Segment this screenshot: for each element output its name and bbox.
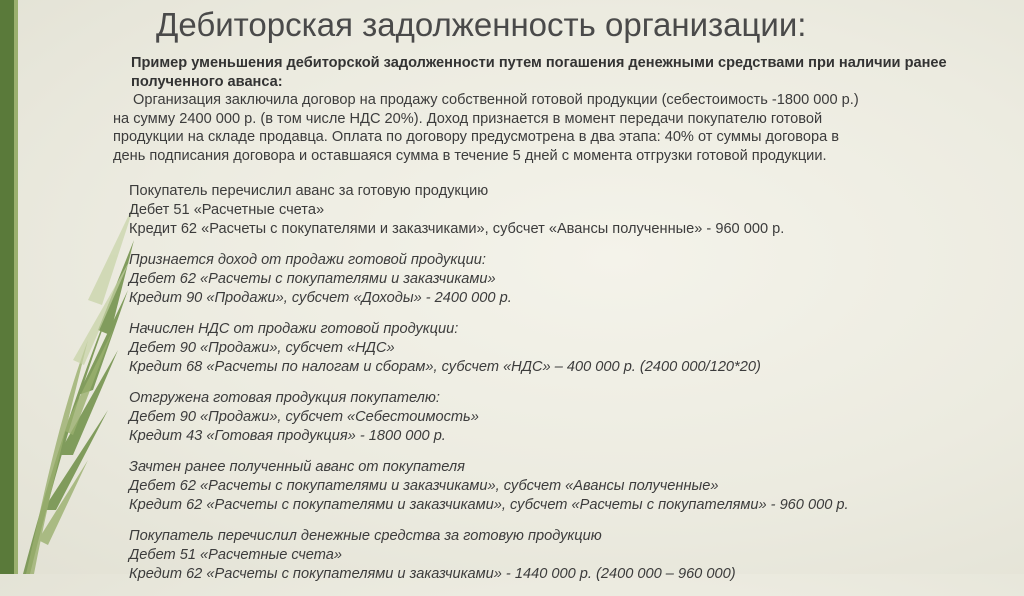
- intro-heading: Пример уменьшения дебиторской задолженности путем погашения денежными средствами при наличии ранее полученного аванса:: [131, 55, 947, 90]
- journal-entry: [129, 458, 989, 515]
- entry-credit: Кредит 43 «Готовая продукция» - 1800 000 р.: [129, 428, 446, 444]
- entry-debit: Дебет 51 «Расчетные счета»: [129, 202, 325, 218]
- entry-description: Начислен НДС от продажи готовой продукции:: [129, 321, 459, 337]
- entry-description: Отгружена готовая продукция покупателю:: [129, 390, 440, 406]
- journal-entry: [129, 389, 989, 446]
- left-accent-stripe: [0, 0, 14, 574]
- entry-credit: Кредит 90 «Продажи», субсчет «Доходы» - 2400 000 р.: [129, 290, 512, 306]
- entry-description: Признается доход от продажи готовой продукции:: [129, 252, 486, 268]
- intro-line: на сумму 2400 000 р. (в том числе НДС 20%). Доход признается в момент передачи покупателю готовой: [113, 110, 823, 127]
- entry-description: Покупатель перечислил денежные средства за готовую продукцию: [129, 528, 602, 544]
- intro-line: Организация заключила договор на продажу собственной готовой продукции (себестоимость -1800 000 р.): [133, 92, 859, 109]
- journal-entry: [129, 527, 989, 584]
- entry-credit: Кредит 68 «Расчеты по налогам и сборам», субсчет «НДС» – 400 000 р. (2400 000/120*20): [129, 359, 761, 375]
- intro-line: день подписания договора и оставшаяся сумма в течение 5 дней с момента отгрузки готовой продукции.: [113, 147, 827, 164]
- page-title: Дебиторская задолженность организации:: [156, 6, 807, 43]
- journal-entry: [129, 182, 989, 239]
- entry-debit: Дебет 62 «Расчеты с покупателями и заказчиками», субсчет «Авансы полученные»: [129, 478, 719, 494]
- entry-description: Покупатель перечислил аванс за готовую продукцию: [129, 183, 489, 199]
- journal-entry: [129, 251, 989, 308]
- entry-debit: Дебет 90 «Продажи», субсчет «Себестоимость»: [129, 409, 479, 425]
- intro-text: [113, 91, 993, 165]
- intro-block: [113, 54, 993, 166]
- entry-debit: Дебет 62 «Расчеты с покупателями и заказчиками»: [129, 271, 496, 287]
- intro-line: продукции на складе продавца. Оплата по договору предусмотрена в два этапа: 40% от суммы договора в: [113, 129, 840, 146]
- entry-description: Зачтен ранее полученный аванс от покупателя: [129, 459, 465, 475]
- entry-credit: Кредит 62 «Расчеты с покупателями и заказчиками», субсчет «Расчеты с покупателями» - 960 000 р.: [129, 497, 849, 513]
- entry-credit: Кредит 62 «Расчеты с покупателями и заказчиками» - 1440 000 р. (2400 000 – 960 000): [129, 566, 736, 582]
- journal-entries: [129, 182, 989, 596]
- entry-debit: Дебет 90 «Продажи», субсчет «НДС»: [129, 340, 395, 356]
- journal-entry: [129, 320, 989, 377]
- entry-credit: Кредит 62 «Расчеты с покупателями и заказчиками», субсчет «Авансы полученные» - 960 000 р.: [129, 221, 785, 237]
- entry-debit: Дебет 51 «Расчетные счета»: [129, 547, 342, 563]
